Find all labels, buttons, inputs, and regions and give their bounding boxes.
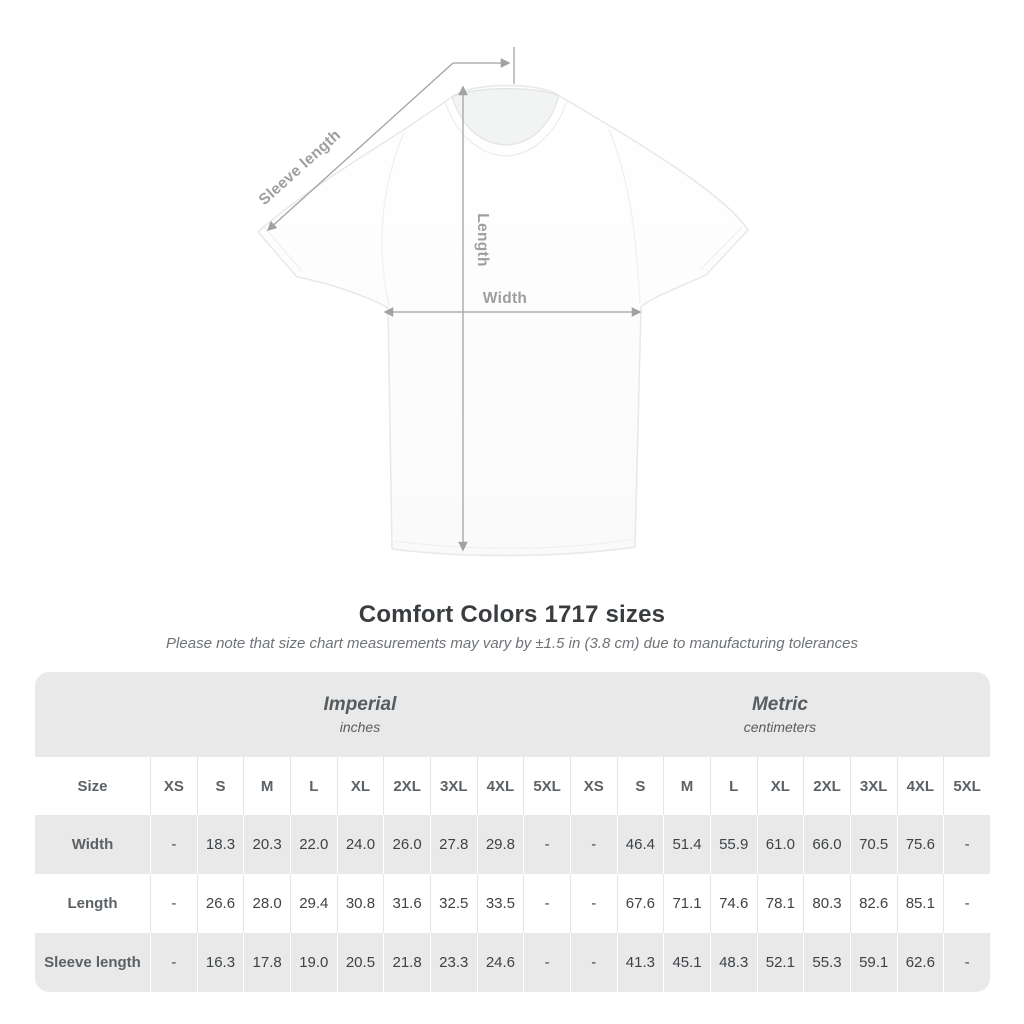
measurement-value-cell: 74.6 (710, 874, 757, 933)
measurement-row (35, 933, 990, 992)
measurement-value-cell: 52.1 (757, 933, 804, 992)
measurement-value-cell: 16.3 (197, 933, 244, 992)
measurement-value-cell: - (150, 874, 197, 933)
measurement-value-cell: 23.3 (430, 933, 477, 992)
measurement-value-cell: 59.1 (850, 933, 897, 992)
size-header-cell: M (243, 757, 290, 815)
size-header-cell: 5XL (943, 757, 990, 815)
measurement-value-cell: 46.4 (617, 815, 664, 874)
size-header-cell: M (663, 757, 710, 815)
measurement-value-cell: 26.6 (197, 874, 244, 933)
measurement-value-cell: 33.5 (477, 874, 524, 933)
measurement-value-cell: 17.8 (243, 933, 290, 992)
measurement-value-cell: - (943, 874, 990, 933)
measurement-value-cell: 24.0 (337, 815, 384, 874)
measurement-value-cell: 70.5 (850, 815, 897, 874)
size-header-cell: XL (757, 757, 804, 815)
measurement-value-cell: 62.6 (897, 933, 944, 992)
measurement-value-cell: - (523, 815, 570, 874)
measurement-value-cell: 20.3 (243, 815, 290, 874)
size-header-cell: XL (337, 757, 384, 815)
measurement-value-cell: 26.0 (383, 815, 430, 874)
measurement-value-cell: - (943, 933, 990, 992)
measurement-value-cell: 20.5 (337, 933, 384, 992)
measurement-value-cell: 80.3 (803, 874, 850, 933)
size-header-cell: L (710, 757, 757, 815)
measurement-row-label: Sleeve length (35, 933, 150, 992)
measurement-value-cell: 29.4 (290, 874, 337, 933)
measurement-value-cell: 27.8 (430, 815, 477, 874)
measurement-value-cell: 82.6 (850, 874, 897, 933)
measurement-value-cell: 85.1 (897, 874, 944, 933)
measurement-value-cell: 71.1 (663, 874, 710, 933)
size-header-cell: 5XL (523, 757, 570, 815)
measurement-value-cell: 31.6 (383, 874, 430, 933)
measurement-row (35, 815, 990, 874)
measurement-value-cell: 55.3 (803, 933, 850, 992)
size-header-cell: 3XL (850, 757, 897, 815)
size-chart-table (35, 672, 990, 992)
measurement-value-cell: 67.6 (617, 874, 664, 933)
size-header-cell: 2XL (803, 757, 850, 815)
metric-sublabel: centimeters (743, 719, 817, 736)
measurement-value-cell: 21.8 (383, 933, 430, 992)
measurement-value-cell: 22.0 (290, 815, 337, 874)
metric-label: Metric (751, 693, 808, 715)
measurement-value-cell: - (570, 874, 617, 933)
imperial-header (150, 672, 570, 757)
measurement-value-cell: - (943, 815, 990, 874)
measurement-value-cell: 28.0 (243, 874, 290, 933)
measurement-value-cell: - (570, 815, 617, 874)
tolerance-note: Please note that size chart measurements may vary by ±1.5 in (3.8 cm) due to manufacturing tolerances (166, 635, 858, 652)
measurement-value-cell: 48.3 (710, 933, 757, 992)
page-title: Comfort Colors 1717 sizes (358, 601, 666, 628)
imperial-sublabel: inches (339, 719, 381, 736)
width-label: Width (482, 290, 528, 307)
size-column-header: Size (35, 757, 150, 815)
measurement-value-cell: - (150, 933, 197, 992)
measurement-value-cell: - (570, 933, 617, 992)
size-header-cell: XS (570, 757, 617, 815)
measurement-value-cell: 51.4 (663, 815, 710, 874)
measurement-row-label: Width (35, 815, 150, 874)
measurement-value-cell: 45.1 (663, 933, 710, 992)
tshirt-image (255, 85, 748, 555)
length-label: Length (474, 213, 491, 267)
size-header-row (35, 757, 990, 815)
sleeve-length-label: Sleeve length (255, 126, 345, 209)
measurement-value-cell: 29.8 (477, 815, 524, 874)
measurement-value-cell: - (523, 874, 570, 933)
metric-header (570, 672, 990, 757)
size-header-cell: 4XL (477, 757, 524, 815)
size-header-cell: 4XL (897, 757, 944, 815)
measurement-value-cell: 75.6 (897, 815, 944, 874)
measurement-value-cell: 32.5 (430, 874, 477, 933)
size-header-cell: S (617, 757, 664, 815)
unit-header-row (35, 672, 990, 757)
size-header-cell: L (290, 757, 337, 815)
measurement-value-cell: - (523, 933, 570, 992)
measurement-value-cell: 55.9 (710, 815, 757, 874)
measurement-row (35, 874, 990, 933)
measurement-value-cell: 30.8 (337, 874, 384, 933)
measurement-value-cell: 18.3 (197, 815, 244, 874)
measurement-value-cell: 19.0 (290, 933, 337, 992)
size-header-cell: 2XL (383, 757, 430, 815)
measurement-value-cell: - (150, 815, 197, 874)
size-header-cell: S (197, 757, 244, 815)
imperial-label: Imperial (323, 693, 397, 715)
measurement-value-cell: 66.0 (803, 815, 850, 874)
measurement-value-cell: 78.1 (757, 874, 804, 933)
size-header-cell: 3XL (430, 757, 477, 815)
unit-header-spacer (35, 672, 150, 757)
size-chart-container (35, 672, 990, 992)
measurement-row-label: Length (35, 874, 150, 933)
measurement-value-cell: 61.0 (757, 815, 804, 874)
measurement-value-cell: 41.3 (617, 933, 664, 992)
measurement-value-cell: 24.6 (477, 933, 524, 992)
size-header-cell: XS (150, 757, 197, 815)
